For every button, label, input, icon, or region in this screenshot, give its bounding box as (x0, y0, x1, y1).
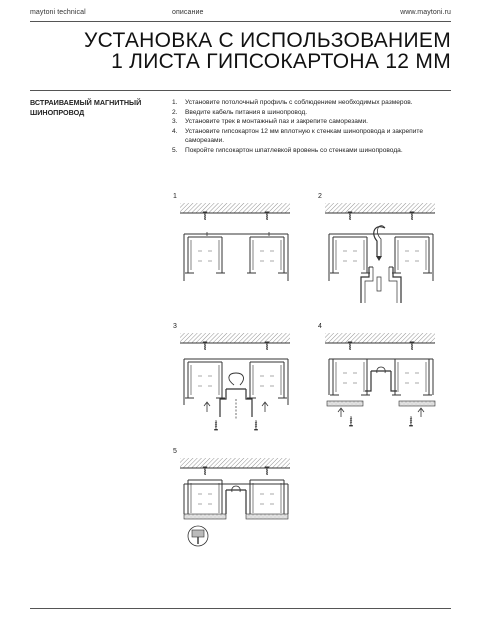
page-title (70, 30, 451, 72)
footer-divider (30, 608, 451, 609)
ceiling-profile-diagram (180, 203, 292, 285)
step-text: Введите кабель питания в шинопровод. (185, 108, 308, 116)
step-number: 3. (172, 118, 178, 126)
figure-5-label: 5 (173, 448, 177, 455)
website-link[interactable]: www.maytoni.ru (400, 9, 451, 16)
drywall-install-diagram (325, 333, 437, 433)
step-number: 4. (172, 127, 178, 135)
step-text: Покройте гипсокартон шпатлевкой вровень со стенками шинопровода. (185, 146, 403, 154)
putty-finish-diagram (180, 458, 292, 558)
title-line-2: 1 ЛИСТА ГИПСОКАРТОНА 12 ММ (111, 50, 451, 73)
figure-1-label: 1 (173, 193, 177, 200)
figure-3-label: 3 (173, 323, 177, 330)
title-divider (30, 90, 451, 91)
section-name: описание (172, 9, 204, 16)
step-text: Установите трек в монтажный паз и закрепите саморезами. (185, 118, 368, 126)
brand-name: maytoni technical (30, 9, 86, 16)
install-step (172, 146, 457, 156)
install-step (172, 108, 457, 118)
step-text: Установите гипсокартон 12 мм вплотную к стенкам шинопровода и закрепите саморезами. (185, 127, 424, 145)
install-steps-list (172, 98, 457, 156)
figure-2-label: 2 (318, 193, 322, 200)
step-text: Установите потолочный профиль с соблюдением необходимых размеров. (185, 99, 413, 106)
install-step (172, 98, 457, 108)
install-step (172, 117, 457, 127)
section-label (30, 98, 160, 118)
step-number: 5. (172, 146, 178, 154)
section-label-line-2: ШИНОПРОВОД (30, 108, 85, 117)
header-divider (30, 21, 451, 22)
step-number: 1. (172, 99, 178, 106)
title-line-1: УСТАНОВКА С ИСПОЛЬЗОВАНИЕМ (84, 29, 451, 52)
section-label-line-1: ВСТРАИВАЕМЫЙ МАГНИТНЫЙ (30, 98, 142, 107)
figure-4-label: 4 (318, 323, 322, 330)
step-number: 2. (172, 108, 178, 116)
power-cable-diagram (325, 203, 437, 308)
install-step (172, 127, 457, 146)
track-install-diagram (180, 333, 292, 433)
